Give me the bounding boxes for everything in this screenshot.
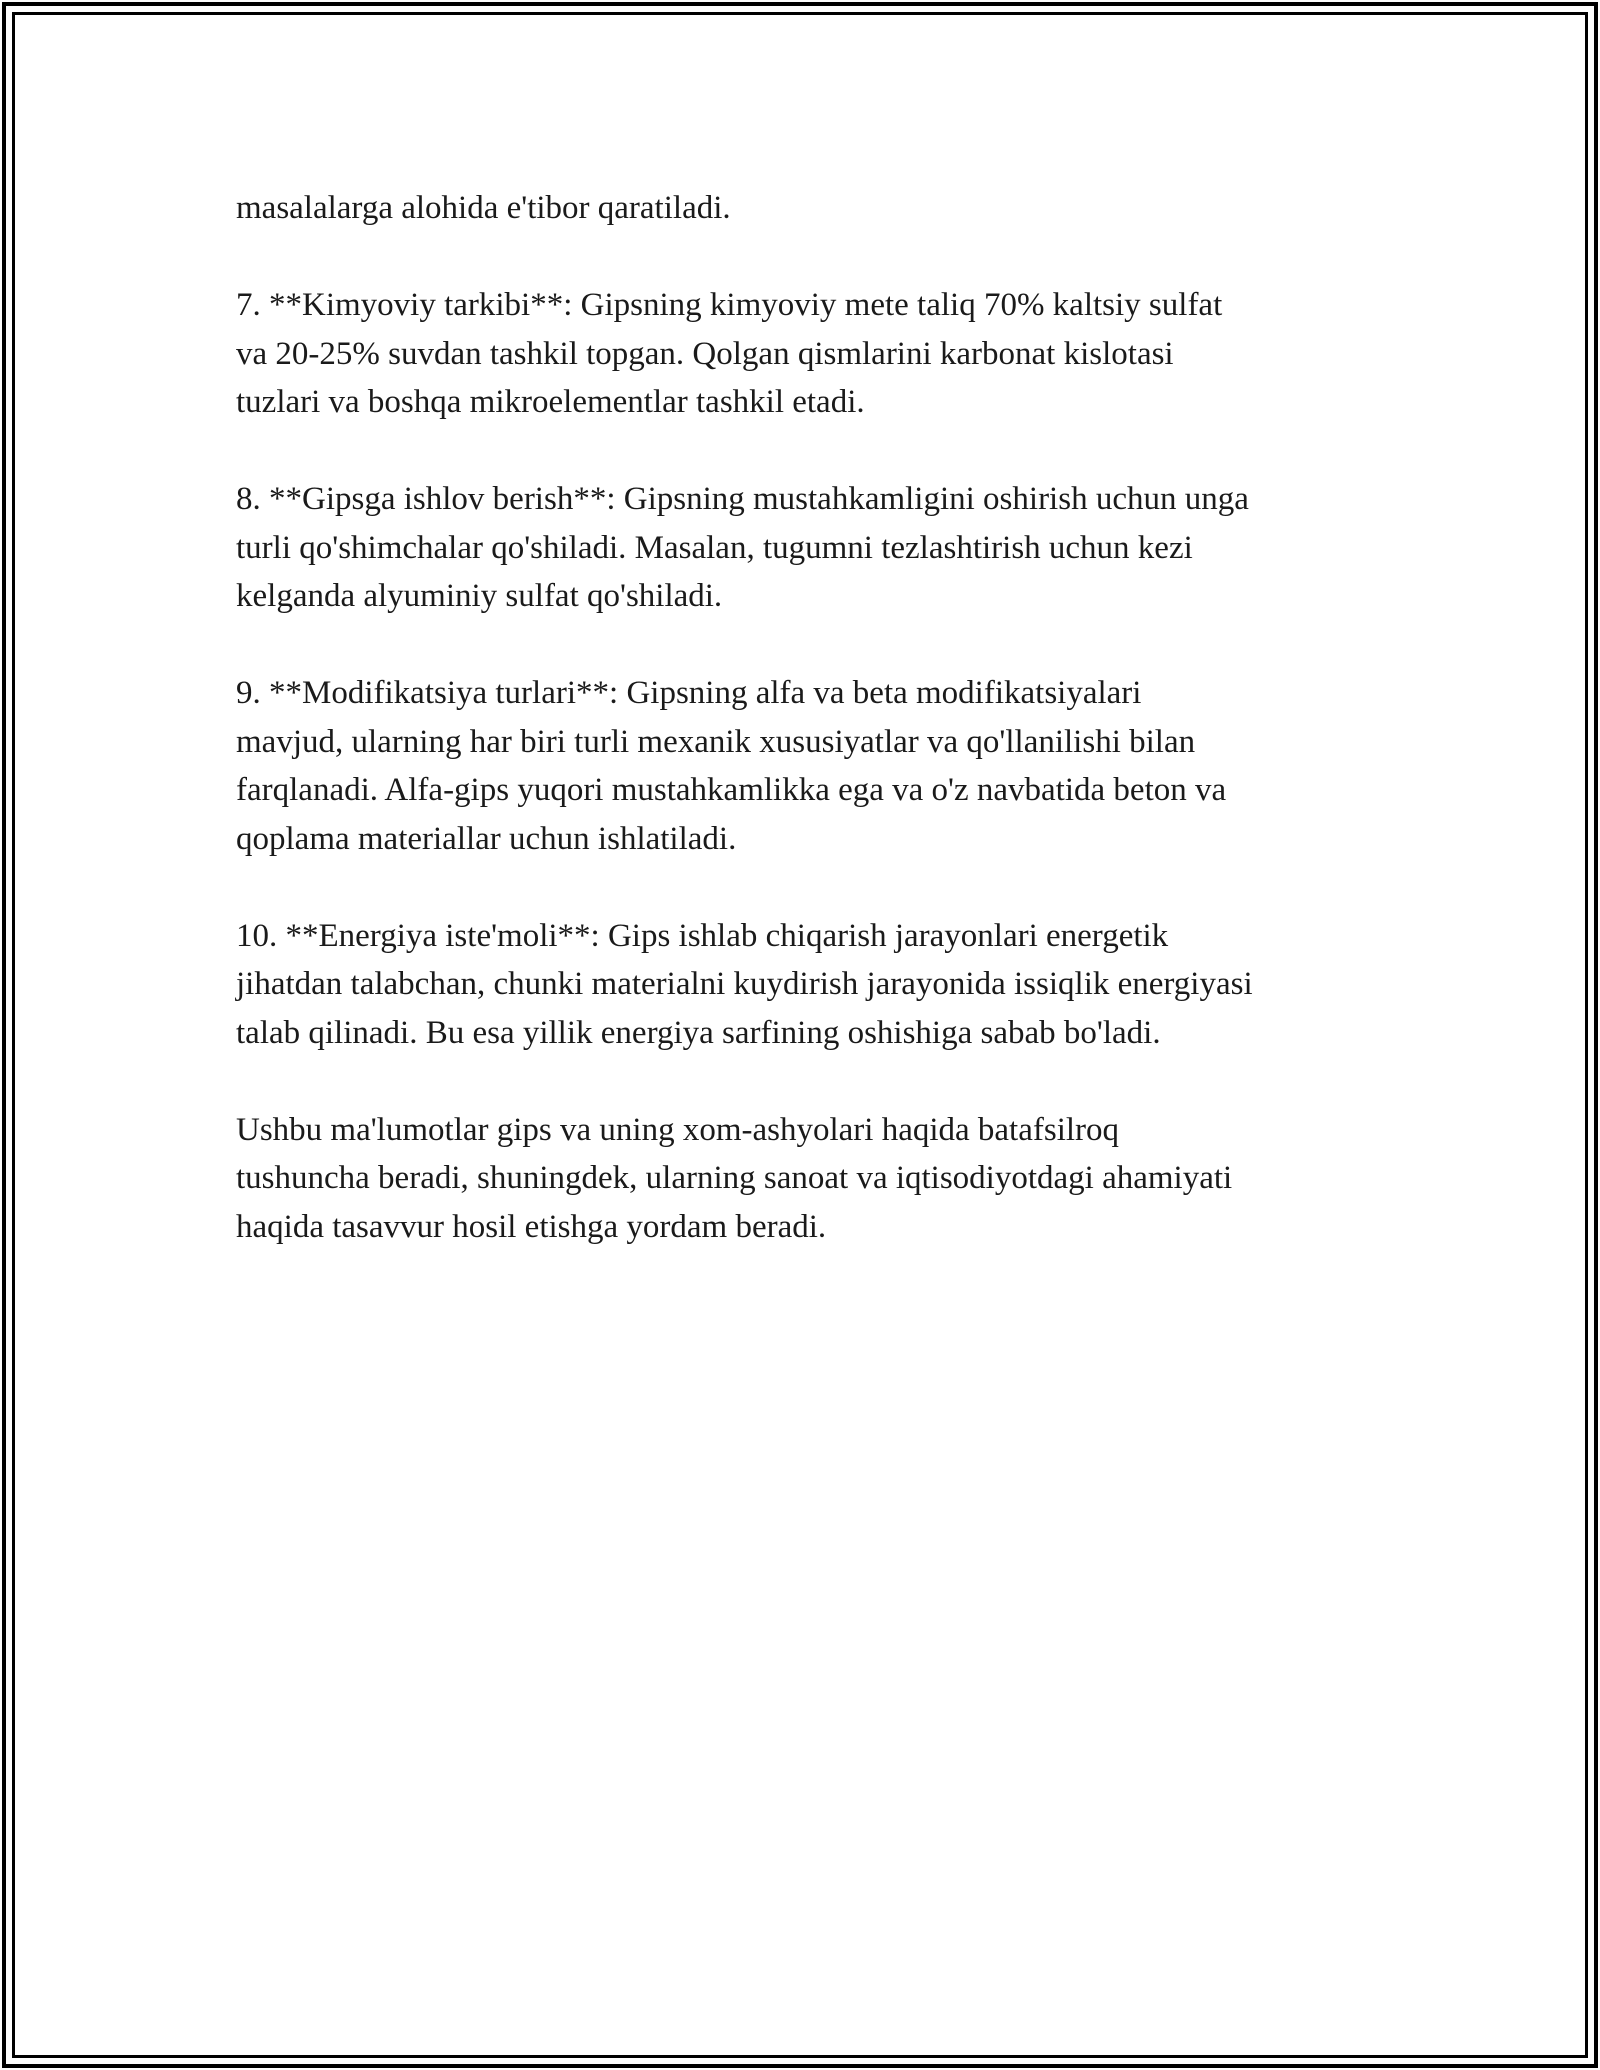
paragraph-item-10-energy-consumption: 10. **Energiya iste'moli**: Gips ishlab chiqarish jarayonlari energetik jihatdan talabchan, chunki materialni kuydirish jarayonida issiqlik energiyasi talab qilinadi. Bu esa yillik energiya sarfining oshishiga sabab bo'ladi. [236, 917, 1253, 1051]
paragraph-continuation: masalalarga alohida e'tibor qaratiladi. [236, 190, 731, 226]
paragraph-conclusion: Ushbu ma'lumotlar gips va uning xom-ashyolari haqida batafsilroq tushuncha beradi, shuningdek, ularning sanoat va iqtisodiyotdagi ahamiyati haqida tasavvur hosil etishga yordam beradi. [236, 1111, 1233, 1245]
paragraph-item-7-chemical-composition: 7. **Kimyoviy tarkibi**: Gipsning kimyoviy mete taliq 70% kaltsiy sulfat va 20-25% suvdan tashkil topgan. Qolgan qismlarini karbonat kislotasi tuzlari va boshqa mikroelementlar tashkil etadi. [236, 287, 1223, 420]
paragraph-item-8-gypsum-processing: 8. **Gipsga ishlov berish**: Gipsning mustahkamligini oshirish uchun unga turli qo'shimchalar qo'shiladi. Masalan, tugumni tezlashtirish uchun kezi kelganda alyuminiy sulfat qo'shiladi. [236, 481, 1249, 614]
paragraph-item-9-modification-types: 9. **Modifikatsiya turlari**: Gipsning alfa va beta modifikatsiyalari mavjud, ularning har biri turli mexanik xususiyatlar va qo'llanilishi bilan farqlanadi. Alfa-gips yuqori mustahkamlikka ega va o'z navbatida beton va qoplama materiallar uchun ishlatiladi. [236, 675, 1227, 857]
document-body [236, 184, 1376, 1300]
